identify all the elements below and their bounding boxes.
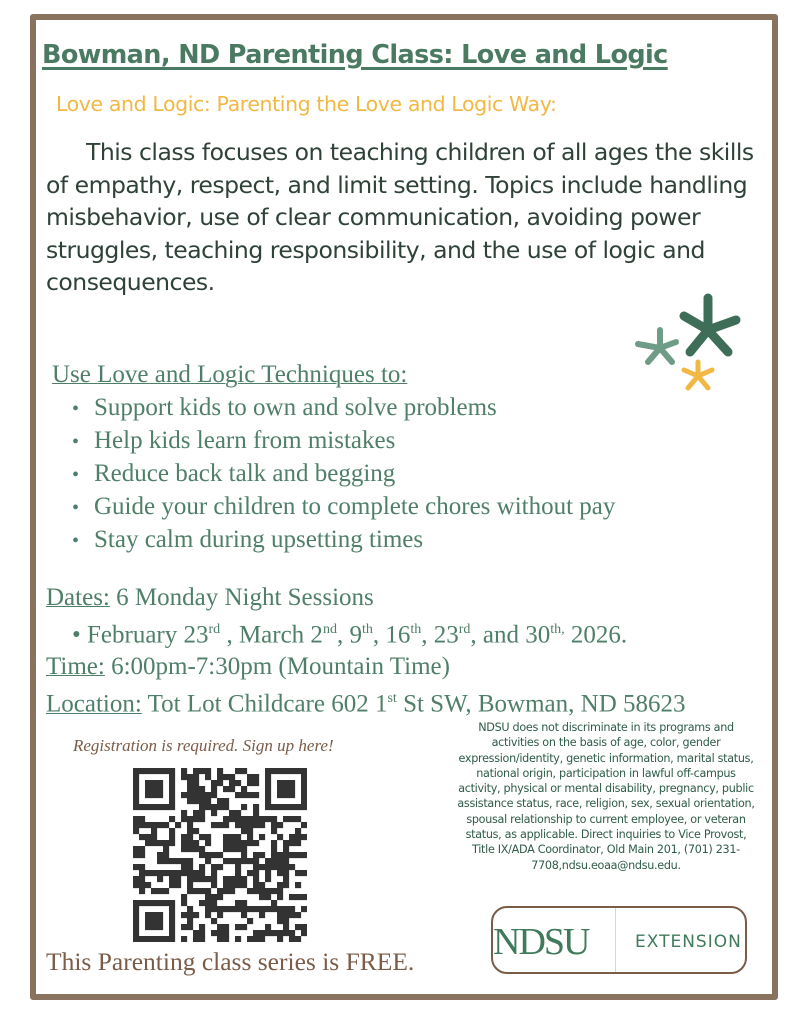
star-decoration-icon (628, 290, 748, 400)
year: 2026. (564, 621, 628, 649)
date-suffix: th (410, 622, 422, 637)
registration-qr-code[interactable] (133, 768, 307, 942)
date-suffix: th, (550, 622, 565, 637)
subtitle: Love and Logic: Parenting the Love and Logic Way: (56, 92, 557, 116)
date-suffix: th (361, 622, 373, 637)
date: , 23 (421, 621, 459, 649)
location-suffix: st (387, 691, 397, 707)
list-item: • Reduce back talk and begging (72, 458, 615, 491)
ndsu-extension-logo (491, 906, 747, 974)
techniques-list (72, 392, 615, 557)
list-item: • Stay calm during upsetting times (72, 524, 615, 557)
free-note: This Parenting class series is FREE. (46, 947, 415, 976)
time-value: 6:00pm-7:30pm (Mountain Time) (104, 653, 450, 681)
dates-list: • February 23rd , March 2nd, 9th, 16th, 23rd, and $30^{th,}$ 2026. (72, 621, 628, 649)
logo-extension: EXTENSION (635, 932, 742, 952)
date-suffix: rd (458, 622, 471, 637)
nondiscrimination-statement: NDSU does not discriminate in its programs and activities on the basis of age, color, gender expression/identity, genetic information, marital status, national origin, participation in lawful off-campus activity, physical or mental disability, pregnancy, public assistance status, race, religion, sex, sexual orientation, spousal relationship to current employee, or veteran status, as applicable. Direct inquiries to Vice Provost, Title IX/ADA Coordinator, Old Main 201, (701) 231-7708,ndsu.eoaa@ndsu.edu. (457, 721, 755, 872)
techniques-heading: Use Love and Logic Techniques to: (52, 361, 408, 388)
list-item: • Help kids learn from mistakes (72, 425, 615, 458)
location-value: Tot Lot Childcare 602 1 (141, 690, 388, 718)
date-suffix: nd (322, 622, 337, 637)
location-label: Location: (46, 690, 142, 718)
dates-value: 6 Monday Night Sessions (109, 584, 374, 611)
logo-divider (615, 908, 616, 972)
date: , 16 (372, 621, 411, 649)
date: , March 2 (220, 621, 323, 649)
registration-note: Registration is required. Sign up here! (73, 736, 334, 755)
time-label: Time: (46, 653, 105, 681)
logo-ndsu: NDSU (493, 921, 589, 963)
description-text: This class focuses on teaching children of all ages the skills of empathy, respect, and limit setting. Topics include handling misbehavior, use of clear communication, avoiding power struggles, teaching responsibility, and the use of logic and consequences. (46, 138, 754, 296)
list-item: • Guide your children to complete chores without pay (72, 491, 615, 524)
dates-label: Dates: (46, 584, 110, 611)
location-value-rest: St SW, Bowman, ND 58623 (396, 690, 686, 718)
page-title: Bowman, ND Parenting Class: Love and Logic (42, 40, 668, 70)
schedule (46, 582, 686, 721)
date: , 9 (336, 621, 362, 649)
date: , and 30 (470, 621, 551, 649)
date-suffix: rd (208, 622, 221, 637)
list-item: • Support kids to own and solve problems (72, 392, 615, 425)
description (46, 136, 766, 299)
date: February 23 (87, 621, 209, 649)
